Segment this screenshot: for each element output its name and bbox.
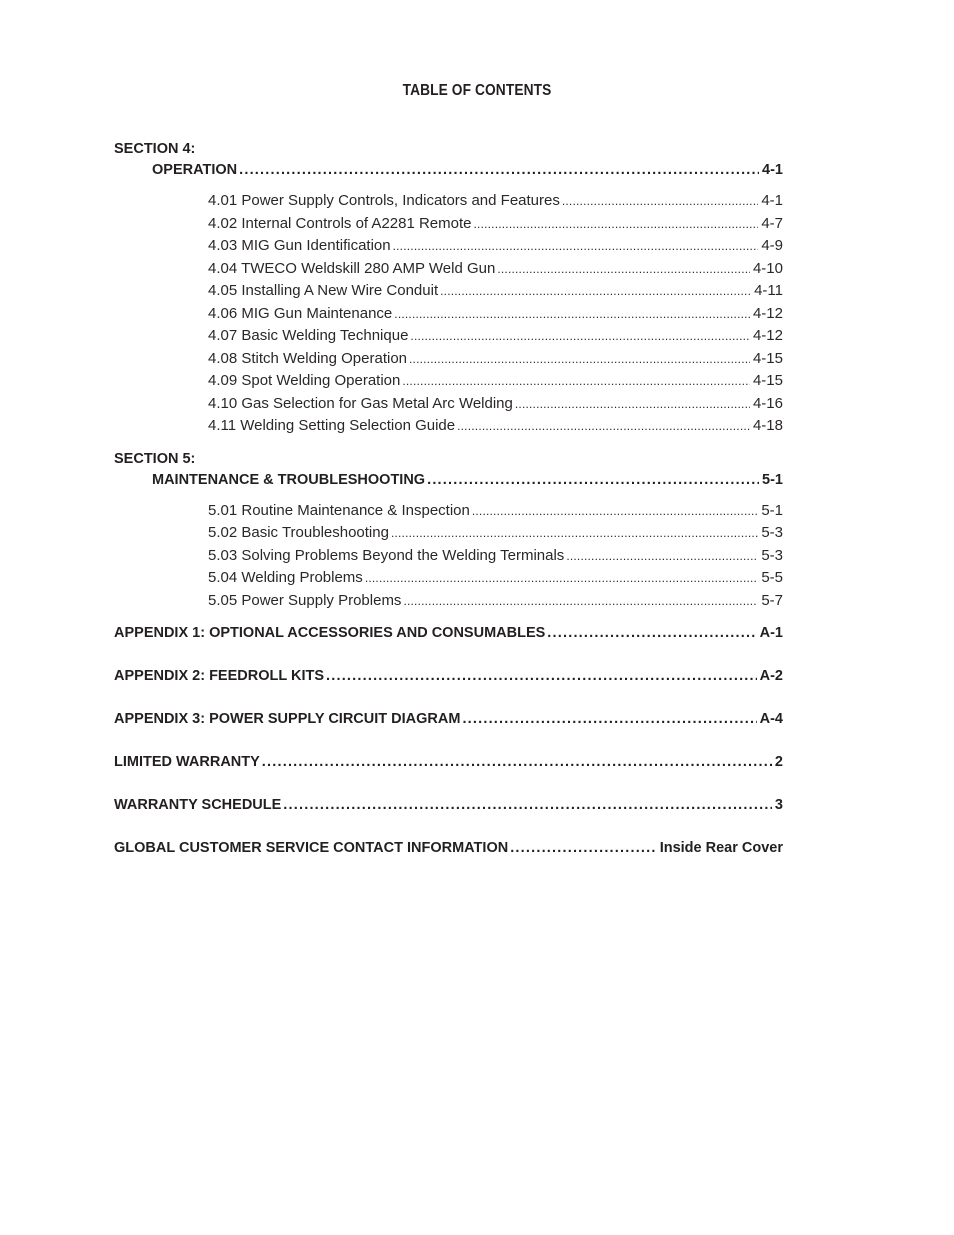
toc-entry-label: APPENDIX 2: FEEDROLL KITS — [114, 668, 325, 684]
dot-leader — [566, 545, 758, 568]
table-of-contents — [114, 139, 783, 859]
section-4-items — [114, 190, 783, 438]
toc-entry-label: WARRANTY SCHEDULE — [114, 797, 282, 813]
toc-entry-maintenance[interactable] — [114, 469, 783, 491]
toc-entry-4-07[interactable] — [114, 325, 783, 348]
toc-entry-label: GLOBAL CUSTOMER SERVICE CONTACT INFORMATION — [114, 840, 509, 856]
toc-entry-page: 2 — [774, 754, 783, 770]
toc-entry-label: 4.02 Internal Controls of A2281 Remote — [208, 214, 472, 232]
dot-leader — [410, 325, 750, 348]
dot-leader — [510, 837, 656, 859]
dot-leader — [515, 393, 750, 416]
toc-entry-page: 4-1 — [762, 162, 783, 178]
toc-entry-appendix-1[interactable] — [114, 622, 783, 644]
toc-entry-label: 5.03 Solving Problems Beyond the Welding Terminals — [208, 546, 565, 564]
toc-entry-page: 4-15 — [752, 349, 783, 367]
toc-entry-limited-warranty[interactable] — [114, 751, 783, 773]
toc-entry-warranty-schedule[interactable] — [114, 794, 783, 816]
toc-entry-label: 4.06 MIG Gun Maintenance — [208, 304, 393, 322]
toc-entry-4-08[interactable] — [114, 348, 783, 371]
dot-leader — [262, 751, 772, 773]
toc-entry-label: 4.07 Basic Welding Technique — [208, 327, 409, 344]
toc-entry-4-11[interactable] — [114, 415, 783, 438]
toc-entry-page: 5-3 — [761, 546, 783, 564]
toc-entry-page: 5-1 — [761, 501, 783, 519]
toc-entry-5-03[interactable] — [114, 545, 783, 568]
dot-leader — [402, 370, 750, 393]
toc-entry-page: A-1 — [759, 625, 783, 641]
toc-entry-page: 4-12 — [752, 327, 783, 344]
toc-entry-page: 4-16 — [752, 394, 783, 412]
toc-entry-page: A-2 — [759, 668, 783, 684]
toc-entry-page: 4-18 — [752, 417, 783, 434]
dot-leader — [547, 622, 756, 644]
page-title: TABLE OF CONTENTS — [402, 82, 552, 99]
dot-leader — [283, 794, 772, 816]
toc-entry-4-06[interactable] — [114, 303, 783, 326]
toc-entry-4-01[interactable] — [114, 190, 783, 213]
dot-leader — [497, 258, 750, 281]
toc-entry-5-05[interactable] — [114, 590, 783, 613]
toc-entry-4-09[interactable] — [114, 370, 783, 393]
toc-entry-global-contact[interactable] — [114, 837, 783, 859]
toc-entry-label: 5.02 Basic Troubleshooting — [208, 524, 389, 541]
toc-entry-page: 3 — [774, 797, 783, 813]
toc-entry-label: 4.01 Power Supply Controls, Indicators and Features — [208, 192, 560, 209]
toc-entry-page: 4-1 — [761, 192, 783, 209]
toc-entry-label: 5.01 Routine Maintenance & Inspection — [208, 501, 470, 519]
toc-entry-label: 4.04 TWECO Weldskill 280 AMP Weld Gun — [208, 259, 496, 277]
dot-leader — [474, 213, 759, 236]
toc-entry-page: 4-15 — [752, 372, 783, 389]
toc-entry-page: 4-11 — [754, 282, 783, 299]
toc-entry-4-05[interactable] — [114, 280, 783, 303]
toc-entry-label: 4.11 Welding Setting Selection Guide — [208, 417, 456, 434]
section-5-items — [114, 500, 783, 613]
toc-entry-page: 4-7 — [761, 214, 783, 232]
toc-entry-label: 4.10 Gas Selection for Gas Metal Arc Welding — [208, 394, 513, 412]
toc-entry-page: 5-1 — [762, 471, 783, 488]
section-5-heading: SECTION 5: — [114, 450, 196, 467]
toc-entry-4-02[interactable] — [114, 213, 783, 236]
dot-leader — [403, 590, 758, 613]
toc-entry-label: 4.03 MIG Gun Identification — [208, 237, 391, 254]
toc-entry-5-01[interactable] — [114, 500, 783, 523]
dot-leader — [393, 235, 759, 258]
section-4-heading: SECTION 4: — [114, 141, 196, 157]
dot-leader — [239, 159, 759, 181]
dot-leader — [409, 348, 750, 371]
dot-leader — [427, 469, 759, 491]
toc-entry-label: LIMITED WARRANTY — [114, 754, 260, 770]
toc-entry-4-10[interactable] — [114, 393, 783, 416]
toc-entry-page: Inside Rear Cover — [659, 840, 783, 856]
dot-leader — [391, 522, 758, 545]
toc-entry-operation[interactable] — [114, 159, 783, 181]
toc-entry-label: APPENDIX 1: OPTIONAL ACCESSORIES AND CONSUMABLES — [114, 625, 546, 641]
toc-entry-label: MAINTENANCE & TROUBLESHOOTING — [152, 471, 426, 488]
toc-entry-page: 4-10 — [752, 259, 783, 277]
dot-leader — [457, 415, 750, 438]
dot-leader — [440, 280, 751, 303]
dot-leader — [462, 708, 756, 730]
toc-entry-label: 4.09 Spot Welding Operation — [208, 372, 401, 389]
toc-entry-page: 5-3 — [761, 524, 783, 541]
dot-leader — [562, 190, 758, 213]
toc-entry-4-03[interactable] — [114, 235, 783, 258]
toc-entry-page: 4-9 — [761, 237, 783, 254]
toc-entry-5-04[interactable] — [114, 567, 783, 590]
toc-entry-label: 4.05 Installing A New Wire Conduit — [208, 282, 439, 299]
toc-entry-label: 4.08 Stitch Welding Operation — [208, 349, 408, 367]
toc-entry-page: 5-5 — [761, 569, 783, 586]
toc-entry-label: APPENDIX 3: POWER SUPPLY CIRCUIT DIAGRAM — [114, 711, 461, 727]
toc-entry-page: A-4 — [759, 711, 783, 727]
toc-entry-label: 5.05 Power Supply Problems — [208, 591, 402, 609]
dot-leader — [394, 303, 750, 326]
toc-entry-label: OPERATION — [152, 162, 238, 178]
toc-entry-page: 5-7 — [761, 591, 783, 609]
dot-leader — [365, 567, 759, 590]
dot-leader — [472, 500, 758, 523]
toc-entry-5-02[interactable] — [114, 522, 783, 545]
toc-entry-appendix-3[interactable] — [114, 708, 783, 730]
toc-entry-appendix-2[interactable] — [114, 665, 783, 687]
toc-entry-4-04[interactable] — [114, 258, 783, 281]
dot-leader — [326, 665, 757, 687]
toc-entry-label: 5.04 Welding Problems — [208, 569, 363, 586]
toc-entry-page: 4-12 — [752, 304, 783, 322]
